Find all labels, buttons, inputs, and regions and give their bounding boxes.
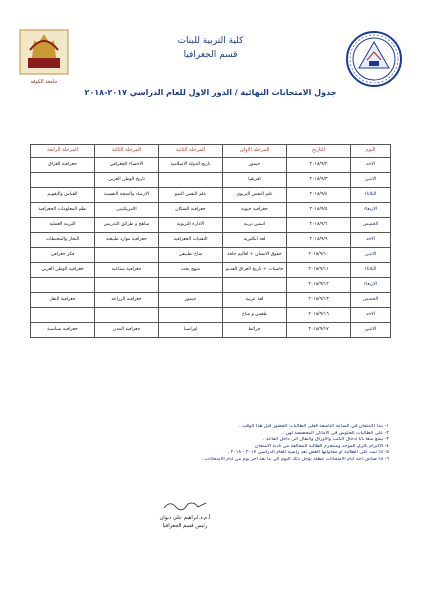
department-name: قسم الجغرافيا [183,50,238,60]
day-cell: الثلاثاء [351,263,391,278]
stage-3-cell [95,248,159,263]
table-row [31,308,391,323]
stage-3-cell: تاريخ الوطن العربي [95,173,159,188]
stage-2-cell: علم النفس النمو [159,188,223,203]
stage-4-cell: البحار والمحيطات [31,233,95,248]
stage-1-cell: حاسبات + تاريخ العراق القديم [223,263,287,278]
column-header-stage-4: المرحلة الرابعة [31,145,95,158]
note-item: ٢- على الطالبات الجلوس في الاماكن المخصصة لهن . [282,430,389,436]
table-row [31,293,391,308]
stage-4-cell: جغرافية العراق [31,158,95,173]
stage-4-cell [31,278,95,293]
table-row [31,203,391,218]
column-header-stage-2: المرحلة الثانية [159,145,223,158]
stage-1-cell: طقس و مناخ [223,308,287,323]
stage-2-cell: اوراسيا [159,323,223,338]
stage-1-cell: افريقيا [223,173,287,188]
day-cell: الثلاثاء [351,188,391,203]
date-cell: ٢٠١٨/٩/١٣ [287,293,351,308]
university-logo-text: جامعة الكوفة [30,79,58,85]
stage-1-cell: علم النفس التربوي [223,188,287,203]
note-item: ٤- الالتزام بالزي الموحد وستحرم الطالبة المخالفة من تأدية الامتحان [254,443,389,449]
college-name: كلية التربية للبنات [177,36,244,46]
stage-3-cell: جغرافية المدن [95,323,159,338]
stage-3-cell [95,308,159,323]
stage-2-cell: التقنيات الجغرافية [159,233,223,248]
exam-schedule-table [30,144,391,338]
table-row [31,278,391,293]
signatory-position: رئيس قسم الجغرافيا [162,523,208,529]
stage-3-cell: الارشاد والصحة النفسية [95,188,159,203]
stage-2-cell [159,173,223,188]
stage-4-cell: نظم المعلومات الجغرافية [31,203,95,218]
stage-3-cell: جغرافية الزراعة [95,293,159,308]
day-cell: الاثنين [351,248,391,263]
stage-3-cell: الامريكيتين [95,203,159,218]
stage-1-cell: خرائط [223,323,287,338]
stage-4-cell: جغرافية النقل [31,293,95,308]
table-row [31,218,391,233]
signatory-name: أ.م.د.ابراهيم علي ديوان [159,515,211,521]
stage-1-cell: جيمور [223,158,287,173]
stage-1-cell: لغة انكليزية [223,233,287,248]
stage-3-cell [95,278,159,293]
stage-2-cell: جغرافية السكان [159,203,223,218]
day-cell: الاحد [351,233,391,248]
table-row [31,233,391,248]
stage-4-cell: جغرافية الوطن العربي [31,263,95,278]
day-cell: الاربعاء [351,278,391,293]
stage-1-cell [223,278,287,293]
day-cell: الاحد [351,158,391,173]
stage-3-cell: جغرافية موارد طبيعية [95,233,159,248]
stage-4-cell: القياس والتقويم [31,188,95,203]
day-cell: الاربعاء [351,203,391,218]
date-cell: ٢٠١٨/٩/٤ [287,188,351,203]
stage-2-cell: منهج بحث [159,263,223,278]
column-header-stage-1: المرحلة الاولى [223,145,287,158]
date-cell: ٢٠١٨/٩/٣ [287,173,351,188]
note-item: ٣- يمنع منعاً باتاً ادخال الكتب والاوراق والنقال الى داخل القاعة . [262,437,389,443]
table-row [31,263,391,278]
note-item: ٦- اذا صادف احد ايام الامتحانات عطلة يؤجل ذلك اليوم الى ما بعد اخر يوم من ايام الامتحانات . [201,456,389,462]
date-cell: ٢٠١٨/٩/٦ [287,218,351,233]
stage-2-cell: الادارة التربوية [159,218,223,233]
stage-4-cell: جغرافية سياسية [31,323,95,338]
stage-2-cell: جيمور [159,293,223,308]
schedule-title: جدول الامتحانات النهائية / الدور الاول للعام الدراسي ٢٠١٧-٢٠١٨ [84,88,337,97]
exam-notes [30,424,389,464]
stage-4-cell [31,308,95,323]
stage-2-cell: تاريخ الدولة الاسلامية [159,158,223,173]
day-cell: الخميس [351,293,391,308]
date-cell: ٢٠١٨/٩/١٢ [287,278,351,293]
stage-3-cell: جغرافية صناعية [95,263,159,278]
date-cell: ٢٠١٨/٩/١٧ [287,323,351,338]
table-row [31,158,391,173]
stage-1-cell: جغرافية حيوية [223,203,287,218]
table-row [31,173,391,188]
stage-4-cell: التربية العملية [31,218,95,233]
stage-4-cell [31,173,95,188]
table-row [31,248,391,263]
date-cell: ٢٠١٨/٩/٩ [287,233,351,248]
day-cell: الاثنين [351,323,391,338]
stage-1-cell: لغة عربية [223,293,287,308]
column-header-stage-3: المرحلة الثالثة [95,145,159,158]
handwritten-signature [160,498,210,512]
stage-3-cell: الاحصاء الجغرافي [95,158,159,173]
stage-2-cell [159,278,223,293]
stage-1-cell: اسس تربية [223,218,287,233]
day-cell: الاثنين [351,173,391,188]
stage-3-cell: مناهج و طرائق التدريس [95,218,159,233]
day-cell: الخميس [351,218,391,233]
stage-1-cell: حقوق الانسان + اقاليم جافة [223,248,287,263]
signature-block [140,514,230,530]
date-cell: ٢٠١٨/٩/١١ [287,263,351,278]
table-header-row [31,145,391,158]
date-cell: ٢٠١٨/٩/١٠ [287,248,351,263]
column-header-date: التاريخ [287,145,351,158]
table-row [31,323,391,338]
stage-2-cell: مناخ تطبيقي [159,248,223,263]
day-cell: الاحد [351,308,391,323]
stage-4-cell: فكر جغرافي [31,248,95,263]
table-row [31,188,391,203]
date-cell: ٢٠١٨/٩/٥ [287,203,351,218]
date-cell: ٢٠١٨/٩/٢ [287,158,351,173]
column-header-day: اليوم [351,145,391,158]
note-item: ٥- اذا ثبت على الطالبة او محاولتها للغش تعد راسبة للعام الدراسي ٢٠١٧ - ٢٠١٨ . [227,450,389,456]
stage-2-cell [159,308,223,323]
date-cell: ٢٠١٨/٩/١٦ [287,308,351,323]
note-item: ١- يبدأ الامتحان في الساعة التاسعة فعلى الطالبات الحضور قبل هذا الوقت . [239,424,389,429]
